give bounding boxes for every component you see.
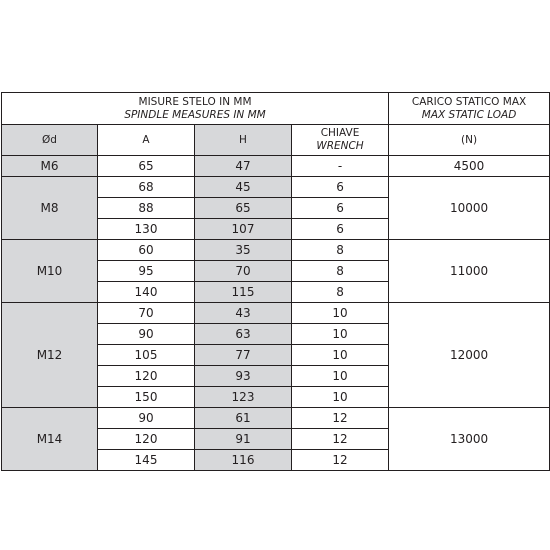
- cell-a: 150: [98, 387, 195, 408]
- cell-wrench: 10: [292, 303, 389, 324]
- cell-a: 105: [98, 345, 195, 366]
- cell-static-load: 13000: [389, 408, 550, 471]
- spindle-measures-it: MISURE STELO IN MM: [138, 95, 252, 108]
- cell-static-load: 10000: [389, 177, 550, 240]
- cell-h: 93: [195, 366, 292, 387]
- cell-a: 140: [98, 282, 195, 303]
- cell-diameter: M6: [2, 156, 98, 177]
- spindle-measures-header: [2, 93, 389, 125]
- cell-a: 120: [98, 366, 195, 387]
- cell-h: 91: [195, 429, 292, 450]
- cell-h: 107: [195, 219, 292, 240]
- cell-a: 68: [98, 177, 195, 198]
- cell-h: 115: [195, 282, 292, 303]
- cell-wrench: 8: [292, 240, 389, 261]
- col-header-h: H: [195, 125, 292, 156]
- cell-diameter: M10: [2, 240, 98, 303]
- static-load-en: MAX STATIC LOAD: [421, 108, 517, 121]
- cell-h: 43: [195, 303, 292, 324]
- cell-h: 63: [195, 324, 292, 345]
- cell-diameter: M8: [2, 177, 98, 240]
- table-row: [2, 240, 550, 261]
- table-row: [2, 303, 550, 324]
- col-header-d: Ød: [2, 125, 98, 156]
- cell-wrench: 10: [292, 366, 389, 387]
- cell-a: 95: [98, 261, 195, 282]
- cell-h: 35: [195, 240, 292, 261]
- cell-h: 77: [195, 345, 292, 366]
- cell-wrench: 6: [292, 198, 389, 219]
- cell-h: 61: [195, 408, 292, 429]
- cell-wrench: 8: [292, 282, 389, 303]
- cell-wrench: 12: [292, 450, 389, 471]
- cell-a: 65: [98, 156, 195, 177]
- cell-h: 47: [195, 156, 292, 177]
- cell-a: 90: [98, 324, 195, 345]
- cell-a: 90: [98, 408, 195, 429]
- cell-wrench: 10: [292, 345, 389, 366]
- wrench-en: WRENCH: [316, 140, 364, 152]
- spindle-measures-en: SPINDLE MEASURES IN MM: [124, 108, 266, 121]
- cell-a: 70: [98, 303, 195, 324]
- cell-h: 65: [195, 198, 292, 219]
- cell-wrench: 12: [292, 408, 389, 429]
- cell-static-load: 11000: [389, 240, 550, 303]
- cell-h: 70: [195, 261, 292, 282]
- static-load-header: [389, 93, 550, 125]
- cell-a: 145: [98, 450, 195, 471]
- table-row: [2, 177, 550, 198]
- cell-diameter: M12: [2, 303, 98, 408]
- cell-wrench: 10: [292, 324, 389, 345]
- spindle-specs-table: [1, 92, 550, 471]
- cell-wrench: 6: [292, 177, 389, 198]
- cell-wrench: 6: [292, 219, 389, 240]
- cell-wrench: -: [292, 156, 389, 177]
- cell-a: 88: [98, 198, 195, 219]
- col-header-wrench: [292, 125, 389, 156]
- cell-h: 123: [195, 387, 292, 408]
- col-header-a: A: [98, 125, 195, 156]
- table-row: [2, 408, 550, 429]
- cell-wrench: 8: [292, 261, 389, 282]
- cell-static-load: 12000: [389, 303, 550, 408]
- col-header-load-unit: (N): [389, 125, 550, 156]
- wrench-it: CHIAVE: [320, 127, 360, 139]
- cell-a: 60: [98, 240, 195, 261]
- table-row: [2, 156, 550, 177]
- table-body: [2, 156, 550, 471]
- cell-diameter: M14: [2, 408, 98, 471]
- cell-wrench: 12: [292, 429, 389, 450]
- cell-static-load: 4500: [389, 156, 550, 177]
- cell-a: 120: [98, 429, 195, 450]
- cell-h: 116: [195, 450, 292, 471]
- cell-a: 130: [98, 219, 195, 240]
- cell-h: 45: [195, 177, 292, 198]
- cell-wrench: 10: [292, 387, 389, 408]
- static-load-it: CARICO STATICO MAX: [411, 95, 527, 108]
